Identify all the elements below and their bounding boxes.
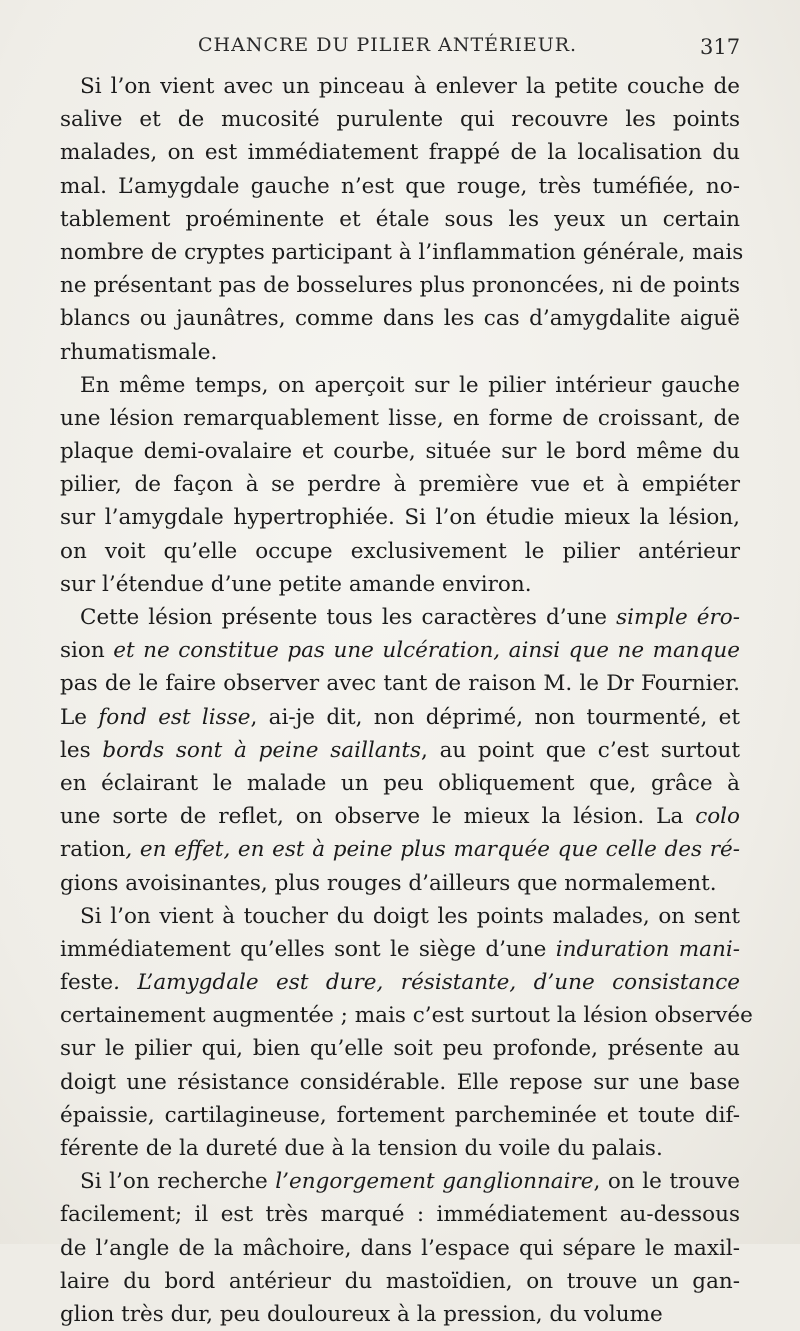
text-segment: les <box>60 737 103 763</box>
italic-text: fond est lisse <box>98 704 251 730</box>
italic-text: induration mani- <box>555 936 740 962</box>
text-segment: En même temps, on aperçoit sur le pilier intérieur gauche <box>80 372 740 398</box>
text-line <box>60 734 740 767</box>
text-segment: on voit qu’elle occupe exclusivement le pilier antérieur <box>60 538 740 564</box>
text-line <box>60 170 740 203</box>
text-segment: malades, on est immédiatement frappé de la localisation du <box>60 140 740 166</box>
text-segment: Cette lésion présente tous les caractères d’une <box>80 605 617 630</box>
text-segment: nombre de cryptes participant à l’inflammation générale, mais <box>60 239 744 265</box>
text-segment: pas de le faire observer avec tant de raison M. le Dr Fournier. <box>60 671 740 697</box>
text-line <box>60 369 740 402</box>
text-line <box>60 70 740 103</box>
text-line <box>60 568 740 601</box>
text-segment: immédiatement qu’elles sont le siège d’une <box>60 936 556 962</box>
text-segment: laire du bord antérieur du mastoïdien, on trouve un gan- <box>60 1268 740 1294</box>
text-line <box>60 966 740 999</box>
text-segment: sur le pilier qui, bien qu’elle soit peu profonde, présente au <box>60 1036 740 1062</box>
text-segment: certainement augmentée ; mais c’est surtout la lésion observée <box>60 1003 753 1029</box>
text-line <box>60 1232 740 1265</box>
text-segment: Si l’on vient à toucher du doigt les points malades, on sent <box>80 903 740 929</box>
text-line <box>60 833 740 866</box>
page-header <box>0 34 800 64</box>
text-line <box>60 601 740 634</box>
text-segment: , au point que c’est surtout <box>421 737 741 763</box>
text-segment: ration <box>60 837 126 863</box>
text-segment: , ai-je dit, non déprimé, non tourmenté, et <box>250 704 740 730</box>
text-segment: épaissie, cartilagineuse, fortement parcheminée et toute dif- <box>60 1102 740 1128</box>
text-segment: une lésion remarquablement lisse, en forme de croissant, de <box>60 405 740 431</box>
text-line <box>60 136 740 169</box>
text-line <box>60 701 740 734</box>
text-line <box>60 302 740 335</box>
body-text <box>60 70 753 1331</box>
text-line <box>60 402 740 435</box>
text-segment: rhumatismale. <box>60 339 218 365</box>
italic-text: l’engorgement ganglionnaire <box>275 1169 594 1195</box>
text-line <box>60 236 744 269</box>
text-line <box>60 435 740 468</box>
text-segment: doigt une résistance considérable. Elle repose sur une base <box>60 1069 740 1095</box>
text-segment: de l’angle de la mâchoire, dans l’espace qui sépare le maxil- <box>60 1235 740 1261</box>
text-segment: facilement; il est très marqué : immédiatement au-dessous <box>60 1202 740 1228</box>
text-line <box>60 800 740 833</box>
text-line <box>60 933 740 966</box>
text-segment: feste <box>60 970 114 996</box>
text-segment: sur l’amygdale hypertrophiée. Si l’on étudie mieux la lésion, <box>60 505 740 531</box>
text-segment: sur l’étendue d’une petite amande environ. <box>60 571 532 597</box>
text-line <box>60 1132 740 1165</box>
text-line <box>60 1066 740 1099</box>
text-segment: salive et de mucosité purulente qui recouvre les points <box>60 107 740 133</box>
paragraph <box>60 601 740 900</box>
paragraph <box>60 70 744 369</box>
text-line <box>60 535 740 568</box>
italic-text: bords sont à peine saillants <box>102 737 422 763</box>
text-segment: Si l’on recherche <box>80 1169 276 1195</box>
text-segment: Le <box>60 704 99 730</box>
running-title: CHANCRE DU PILIER ANTÉRIEUR. <box>198 34 578 56</box>
text-segment: glion très dur, peu douloureux à la pression, du volume <box>60 1301 663 1327</box>
paragraph <box>60 1165 740 1331</box>
text-line <box>60 1099 740 1132</box>
italic-text: simple éro- <box>616 605 740 630</box>
text-segment: plaque demi-ovalaire et courbe, située sur le bord même du <box>60 439 740 465</box>
text-segment: en éclairant le malade un peu obliquement que, grâce à <box>60 770 740 796</box>
italic-text: colo <box>695 804 740 830</box>
text-segment: ne présentant pas de bosselures plus prononcées, ni de points <box>60 273 740 299</box>
italic-text: , en effet, en est à peine plus marquée que celle des ré- <box>125 837 740 863</box>
italic-text: . L’amygdale est dure, résistante, d’une consistance <box>113 970 740 996</box>
text-line <box>60 1032 740 1065</box>
page-number: 317 <box>700 35 741 59</box>
text-line <box>60 336 740 369</box>
text-line <box>60 667 740 700</box>
text-line <box>60 634 740 667</box>
paragraph <box>60 900 753 1166</box>
italic-text: et ne constitue pas une ulcération, ainsi que ne manque <box>104 638 740 664</box>
text-segment: mal. L’amygdale gauche n’est que rouge, très tuméfiée, no- <box>60 173 740 199</box>
text-segment: , on le trouve <box>593 1169 740 1195</box>
text-line <box>60 203 740 236</box>
text-line <box>60 1298 740 1331</box>
text-line <box>60 1265 740 1298</box>
text-line <box>60 1198 740 1231</box>
text-segment: une sorte de reflet, on observe le mieux la lésion. La <box>60 804 696 830</box>
text-line <box>60 501 740 534</box>
text-line <box>60 767 740 800</box>
text-segment: tablement proéminente et étale sous les yeux un certain <box>60 206 740 232</box>
paragraph <box>60 369 740 601</box>
text-line <box>60 867 740 900</box>
text-line <box>60 468 740 501</box>
text-segment: sion <box>60 638 105 664</box>
text-segment: pilier, de façon à se perdre à première vue et à empiéter <box>60 472 740 498</box>
text-segment: férente de la dureté due à la tension du voile du palais. <box>60 1136 663 1161</box>
text-line <box>60 103 740 136</box>
text-line <box>60 999 753 1032</box>
text-line <box>60 1165 740 1198</box>
text-line <box>60 900 740 933</box>
text-segment: gions avoisinantes, plus rouges d’ailleurs que normalement. <box>60 870 717 896</box>
text-line <box>60 269 740 302</box>
text-segment: blancs ou jaunâtres, comme dans les cas d’amygdalite aiguë <box>60 306 740 332</box>
text-segment: Si l’on vient avec un pinceau à enlever la petite couche de <box>80 74 740 99</box>
